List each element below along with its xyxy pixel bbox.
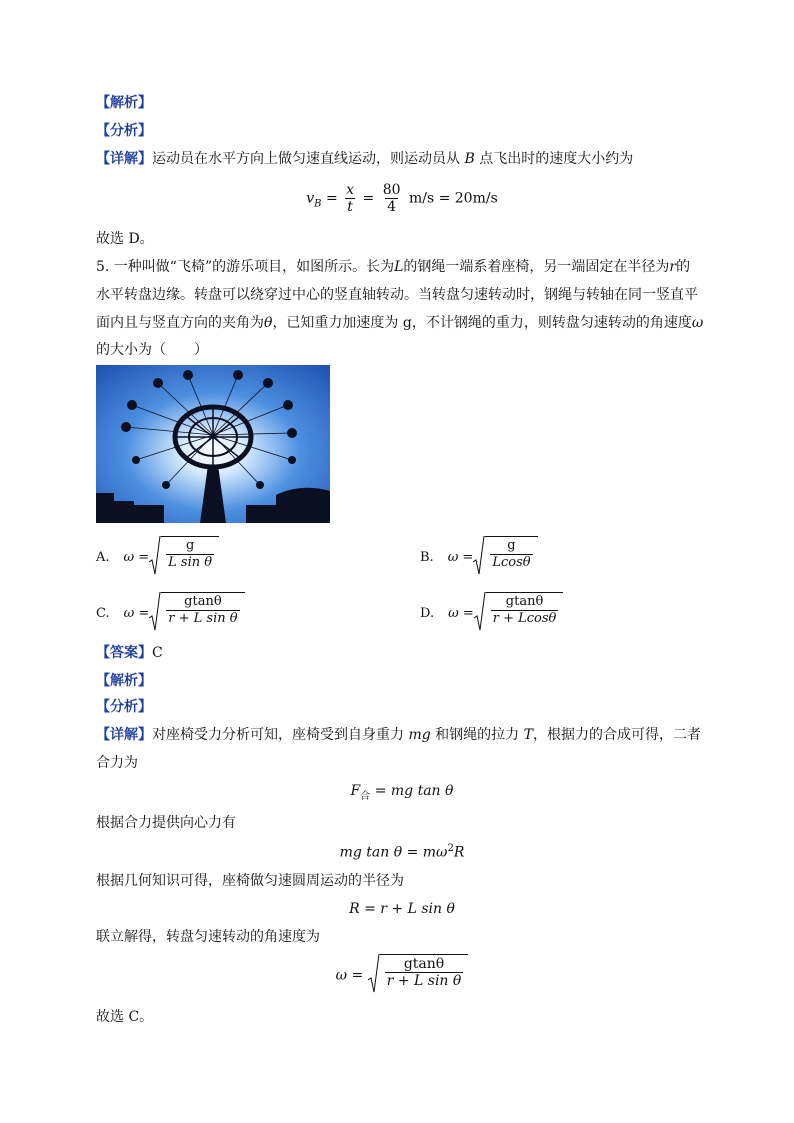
option-b[interactable]: B. ω = $\frac{g}{Lcos\theta}$ bbox=[420, 536, 538, 579]
sqrt-b: $\frac{g}{Lcos\theta}$ bbox=[473, 536, 537, 579]
question-5-line-1: 5. 一种叫做“飞椅”的游乐项目，如图所示。长为L的钢绳一端系着座椅，另一端固定在半径为r的 bbox=[96, 259, 691, 275]
option-c[interactable]: C. ω = $\frac{gtan\theta}{\text{r + L sin θ}}$ bbox=[96, 592, 245, 635]
detail-text-2: 点飞出时的速度大小约为 bbox=[479, 151, 634, 167]
fraction-80-4: $\frac{80}{4}$ bbox=[382, 182, 401, 215]
eq-v: v bbox=[306, 190, 315, 207]
sqrt-final: $\frac{gtan\theta}{\text{r + L sin θ}}$ bbox=[368, 954, 469, 997]
fraction-x-t: $\frac{x}{t}$ bbox=[346, 182, 355, 215]
flying-chairs-photo bbox=[96, 365, 330, 523]
solution-line-1: 【详解】对座椅受力分析可知，座椅受到自身重力 mg 和钢绳的拉力 T，根据力的合成可得，二者 bbox=[96, 727, 701, 743]
detail-line bbox=[96, 152, 633, 166]
detail-tag: 【详解】 bbox=[96, 151, 152, 167]
option-a[interactable]: A. ω = $\frac{g}{\text{L sin θ}}$ bbox=[96, 536, 219, 579]
eq-result: m/s = 20m/s bbox=[408, 190, 498, 207]
eq-v-sub: B bbox=[314, 198, 322, 210]
question-5-line-2: 水平转盘边缘。转盘可以绕穿过中心的竖直轴转动。当转盘匀速转动时，钢绳与转轴在同一竖直平 bbox=[96, 287, 698, 303]
option-d[interactable]: D. ω = $\frac{gtan\theta}{r + Lcos\theta}$ bbox=[420, 592, 563, 635]
point-b: B bbox=[464, 151, 475, 167]
solution-sub-heading: 【分析】 bbox=[96, 699, 152, 715]
resultant-force-equation: $F_合$ = mg tan θ bbox=[350, 783, 454, 802]
solution-line-4: 根据几何知识可得，座椅做匀速圆周运动的半径为 bbox=[96, 873, 404, 889]
sqrt-a: $\frac{g}{\text{L sin θ}}$ bbox=[149, 536, 219, 579]
omega-equation: ω = $\frac{gtan\theta}{\text{r + L sin θ}}$ bbox=[96, 954, 708, 997]
sqrt-d: $\frac{gtan\theta}{r + Lcos\theta}$ bbox=[474, 592, 564, 635]
solution-line-5: 联立解得，转盘匀速转动的角速度为 bbox=[96, 929, 320, 945]
analysis-sub-heading: 【分析】 bbox=[96, 123, 152, 139]
analysis-heading: 【解析】 bbox=[96, 95, 152, 111]
question-5-line-4: 的大小为（ ） bbox=[96, 342, 208, 358]
centripetal-equation: mg $\tan \theta = m\omega^2R$ bbox=[339, 843, 465, 861]
solution-line-3: 根据合力提供向心力有 bbox=[96, 815, 236, 831]
solution-analysis-heading: 【解析】 bbox=[96, 673, 152, 689]
prev-answer: 故选 D。 bbox=[96, 231, 154, 247]
final-answer: 故选 C。 bbox=[96, 1009, 154, 1025]
detail-text: 运动员在水平方向上做匀速直线运动，则运动员从 bbox=[152, 151, 460, 167]
question-5-line-3: 面内且与竖直方向的夹角为θ，已知重力加速度为 g，不计钢绳的重力，则转盘匀速转动的角速度ω bbox=[96, 315, 704, 331]
solution-line-2: 合力为 bbox=[96, 755, 138, 771]
radius-equation: R = r + L sin θ bbox=[349, 901, 455, 917]
velocity-equation: $v_B$ = $\frac{x}{t}$ = $\frac{80}{4}$ m/s = 20m/s bbox=[306, 182, 498, 215]
sqrt-c: $\frac{gtan\theta}{\text{r + L sin θ}}$ bbox=[149, 592, 244, 635]
answer-line: 【答案】C bbox=[96, 645, 163, 661]
